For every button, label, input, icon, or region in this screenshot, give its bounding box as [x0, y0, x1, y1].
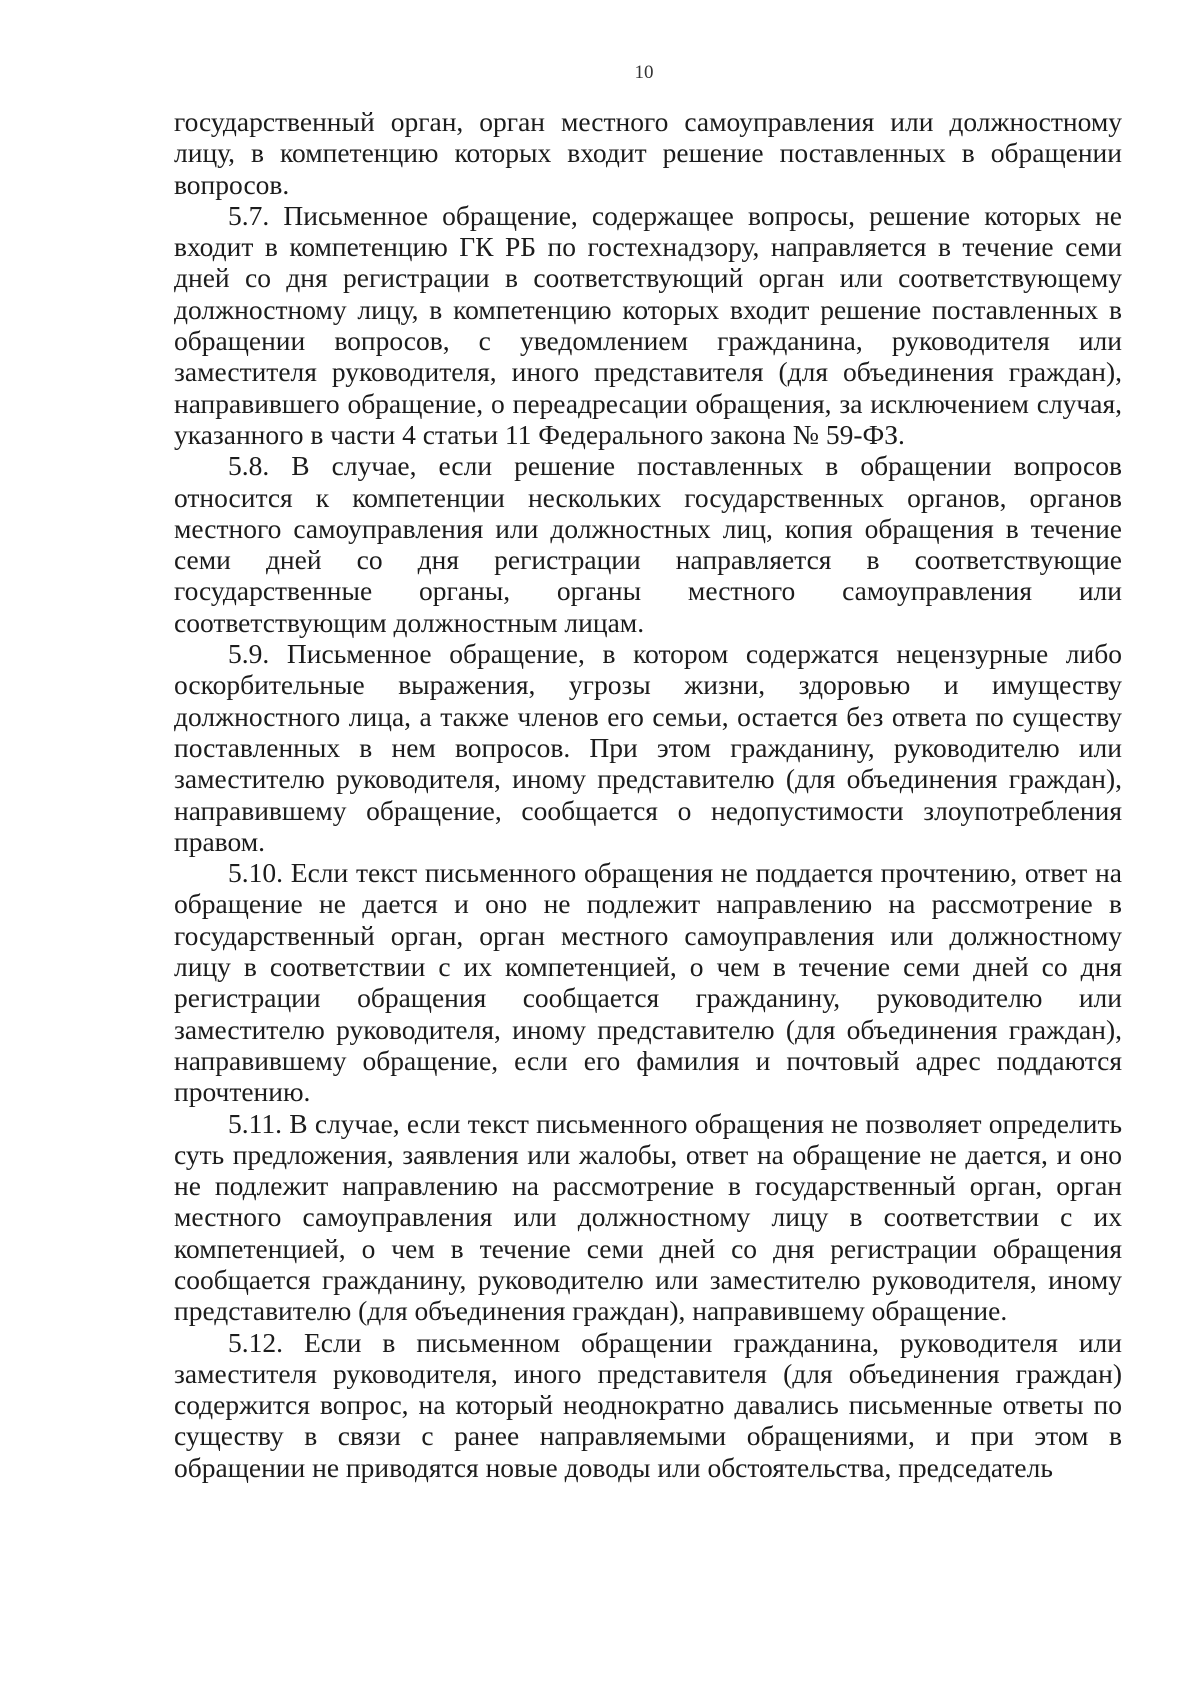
paragraph-continuation: государственный орган, орган местного самоуправления или должностному лицу, в компетенцию которых входит решение поставленных в обращении вопросов.	[174, 106, 1122, 200]
document-body	[174, 106, 1122, 1483]
paragraph-5-10: 5.10. Если текст письменного обращения не поддается прочтению, ответ на обращение не дается и оно не подлежит направлению на рассмотрение в государственный орган, орган местного самоуправления или должностному лицу в соответствии с их компетенцией, о чем в течение семи дней со дня регистрации обращения сообщается гражданину, руководителю или заместителю руководителя, иному представителю (для объединения граждан), направившему обращение, если его фамилия и почтовый адрес поддаются прочтению.	[174, 857, 1122, 1108]
paragraph-5-7: 5.7. Письменное обращение, содержащее вопросы, решение которых не входит в компетенцию ГК РБ по гостехнадзору, направляется в течение семи дней со дня регистрации в соответствующий орган или соответствующему должностному лицу, в компетенцию которых входит решение поставленных в обращении вопросов, с уведомлением гражданина, руководителя или заместителя руководителя, иного представителя (для объединения граждан), направившего обращение, о переадресации обращения, за исключением случая, указанного в части 4 статьи 11 Федерального закона № 59-ФЗ.	[174, 199, 1122, 450]
paragraph-5-12: 5.12. Если в письменном обращении гражданина, руководителя или заместителя руководителя, иного представителя (для объединения граждан) содержится вопрос, на который неоднократно давались письменные ответы по существу в связи с ранее направляемыми обращениями, и при этом в обращении не приводятся новые доводы или обстоятельства, председатель	[174, 1326, 1122, 1483]
page-number: 10	[634, 62, 654, 83]
paragraph-5-9: 5.9. Письменное обращение, в котором содержатся нецензурные либо оскорбительные выражения, угрозы жизни, здоровью и имуществу должностного лица, а также членов его семьи, остается без ответа по существу поставленных в нем вопросов. При этом гражданину, руководителю или заместителю руководителя, иному представителю (для объединения граждан), направившему обращение, сообщается о недопустимости злоупотребления правом.	[174, 638, 1122, 857]
paragraph-5-11: 5.11. В случае, если текст письменного обращения не позволяет определить суть предложения, заявления или жалобы, ответ на обращение не дается, и оно не подлежит направлению на рассмотрение в государственный орган, орган местного самоуправления или должностному лицу в соответствии с их компетенцией, о чем в течение семи дней со дня регистрации обращения сообщается гражданину, руководителю или заместителю руководителя, иному представителю (для объединения граждан), направившему обращение.	[174, 1107, 1122, 1327]
paragraph-5-8: 5.8. В случае, если решение поставленных в обращении вопросов относится к компетенции нескольких государственных органов, органов местного самоуправления или должностных лиц, копия обращения в течение семи дней со дня регистрации направляется в соответствующие государственные органы, органы местного самоуправления или соответствующим должностным лицам.	[174, 450, 1122, 638]
